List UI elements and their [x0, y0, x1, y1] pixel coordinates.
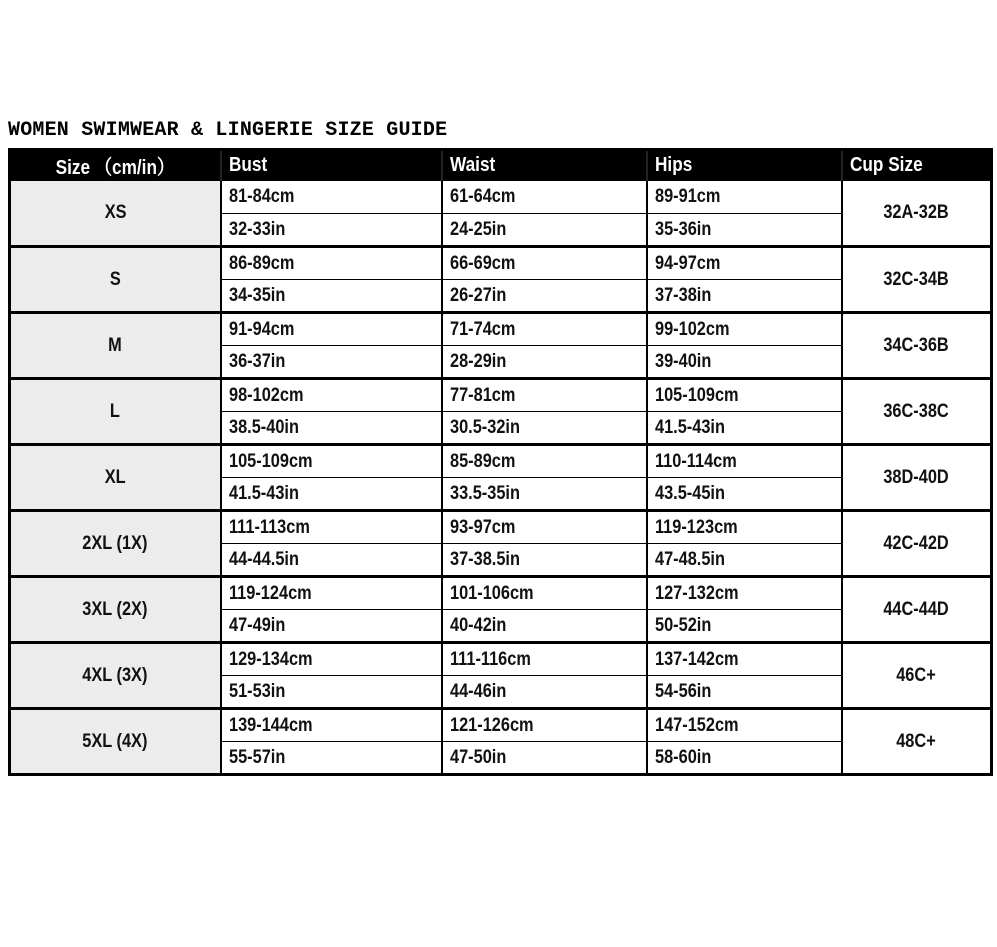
waist-cm-cell [442, 247, 647, 280]
waist-column-header [442, 150, 647, 181]
waist-in-value: 33.5-35in [449, 482, 520, 504]
size-row-cm [10, 577, 992, 610]
bust-column-header [221, 150, 442, 181]
bust-in-value: 47-49in [228, 614, 285, 636]
waist-in-value: 28-29in [449, 350, 506, 372]
cup-size-cell [842, 379, 992, 445]
hips-cm-cell [647, 445, 842, 478]
bust-in-cell [221, 544, 442, 577]
size-cell [10, 379, 221, 445]
hips-in-value: 47-48.5in [654, 548, 725, 570]
size-label: 2XL (1X) [82, 532, 148, 554]
waist-header-label: Waist [449, 154, 495, 177]
waist-cm-value: 101-106cm [449, 582, 534, 604]
cup-size-value: 34C-36B [883, 334, 949, 356]
bust-cm-value: 81-84cm [228, 185, 294, 207]
size-label: 5XL (4X) [82, 730, 148, 752]
bust-in-value: 32-33in [228, 218, 285, 240]
waist-cm-value: 66-69cm [449, 252, 515, 274]
cup-size-value: 48C+ [896, 730, 937, 752]
size-row-cm [10, 181, 992, 214]
waist-cm-cell [442, 181, 647, 214]
hips-in-cell [647, 610, 842, 643]
bust-in-value: 36-37in [228, 350, 285, 372]
waist-cm-cell [442, 445, 647, 478]
cup-size-value: 42C-42D [883, 532, 949, 554]
waist-in-value: 47-50in [449, 746, 506, 768]
size-label: 3XL (2X) [82, 598, 148, 620]
cup-size-cell [842, 511, 992, 577]
size-label: S [109, 268, 121, 290]
bust-header-label: Bust [228, 154, 267, 177]
hips-cm-cell [647, 577, 842, 610]
cup-size-value: 44C-44D [883, 598, 949, 620]
cup-size-cell [842, 577, 992, 643]
waist-cm-value: 61-64cm [449, 185, 515, 207]
hips-in-cell [647, 214, 842, 247]
waist-in-cell [442, 742, 647, 775]
hips-in-cell [647, 346, 842, 379]
hips-in-cell [647, 742, 842, 775]
waist-in-cell [442, 280, 647, 313]
hips-cm-value: 110-114cm [654, 450, 737, 472]
bust-cm-cell [221, 511, 442, 544]
waist-cm-cell [442, 709, 647, 742]
bust-in-value: 34-35in [228, 284, 285, 306]
bust-in-value: 55-57in [228, 746, 285, 768]
waist-in-cell [442, 544, 647, 577]
hips-cm-value: 89-91cm [654, 185, 720, 207]
bust-cm-value: 139-144cm [228, 714, 313, 736]
hips-cm-cell [647, 313, 842, 346]
size-cell [10, 643, 221, 709]
bust-in-cell [221, 742, 442, 775]
hips-cm-value: 94-97cm [654, 252, 720, 274]
waist-cm-cell [442, 577, 647, 610]
cup-size-cell [842, 445, 992, 511]
size-row-cm [10, 643, 992, 676]
bust-in-value: 51-53in [228, 680, 285, 702]
size-header-label: Size （cm/in） [55, 157, 175, 180]
cup-size-cell [842, 247, 992, 313]
table-header-row [10, 150, 992, 181]
size-row-cm [10, 379, 992, 412]
waist-in-value: 37-38.5in [449, 548, 520, 570]
size-row-cm [10, 313, 992, 346]
bust-in-value: 44-44.5in [228, 548, 299, 570]
bust-in-cell [221, 214, 442, 247]
hips-in-value: 58-60in [654, 746, 711, 768]
bust-in-cell [221, 280, 442, 313]
bust-in-value: 38.5-40in [228, 416, 299, 438]
hips-cm-cell [647, 379, 842, 412]
hips-cm-cell [647, 643, 842, 676]
size-cell [10, 511, 221, 577]
hips-in-cell [647, 544, 842, 577]
waist-cm-cell [442, 511, 647, 544]
hips-in-cell [647, 412, 842, 445]
waist-cm-value: 85-89cm [449, 450, 515, 472]
bust-cm-cell [221, 643, 442, 676]
size-guide-table [8, 148, 993, 776]
bust-in-cell [221, 676, 442, 709]
bust-in-cell [221, 478, 442, 511]
waist-cm-cell [442, 379, 647, 412]
waist-cm-cell [442, 313, 647, 346]
size-label: XL [104, 466, 126, 488]
hips-in-value: 50-52in [654, 614, 711, 636]
cup-size-value: 36C-38C [883, 400, 949, 422]
bust-cm-value: 129-134cm [228, 648, 313, 670]
bust-cm-value: 91-94cm [228, 318, 294, 340]
hips-cm-value: 119-123cm [654, 516, 738, 538]
hips-in-value: 41.5-43in [654, 416, 725, 438]
cup-size-cell [842, 709, 992, 775]
hips-cm-value: 105-109cm [654, 384, 739, 406]
cup-size-value: 38D-40D [883, 466, 949, 488]
waist-in-value: 44-46in [449, 680, 506, 702]
waist-cm-value: 77-81cm [449, 384, 515, 406]
cup-size-cell [842, 643, 992, 709]
cup-size-cell [842, 313, 992, 379]
cup-size-value: 46C+ [896, 664, 937, 686]
waist-cm-value: 111-116cm [449, 648, 531, 670]
waist-cm-value: 121-126cm [449, 714, 534, 736]
waist-cm-value: 93-97cm [449, 516, 515, 538]
cup-size-header-label: Cup Size [849, 154, 923, 177]
hips-in-value: 37-38in [654, 284, 711, 306]
cup-size-cell [842, 181, 992, 247]
size-cell [10, 709, 221, 775]
bust-cm-cell [221, 247, 442, 280]
waist-in-cell [442, 478, 647, 511]
waist-in-value: 26-27in [449, 284, 506, 306]
cup-size-value: 32C-34B [883, 268, 949, 290]
bust-cm-cell [221, 577, 442, 610]
hips-cm-value: 99-102cm [654, 318, 729, 340]
hips-column-header [647, 150, 842, 181]
cup-size-value: 32A-32B [883, 201, 949, 223]
bust-cm-cell [221, 445, 442, 478]
bust-in-cell [221, 412, 442, 445]
bust-in-cell [221, 610, 442, 643]
hips-in-cell [647, 280, 842, 313]
hips-cm-cell [647, 247, 842, 280]
size-cell [10, 247, 221, 313]
waist-cm-cell [442, 643, 647, 676]
hips-cm-cell [647, 511, 842, 544]
page-title: WOMEN SWIMWEAR & LINGERIE SIZE GUIDE [8, 119, 448, 142]
waist-in-cell [442, 214, 647, 247]
size-label: L [110, 400, 121, 422]
size-row-cm [10, 709, 992, 742]
size-label: M [108, 334, 123, 356]
size-cell [10, 577, 221, 643]
waist-in-value: 30.5-32in [449, 416, 520, 438]
bust-cm-cell [221, 181, 442, 214]
hips-header-label: Hips [654, 154, 692, 177]
hips-cm-value: 137-142cm [654, 648, 739, 670]
hips-in-cell [647, 676, 842, 709]
waist-cm-value: 71-74cm [449, 318, 515, 340]
hips-in-value: 54-56in [654, 680, 711, 702]
hips-cm-value: 127-132cm [654, 582, 739, 604]
waist-in-cell [442, 412, 647, 445]
size-label: 4XL (3X) [82, 664, 148, 686]
size-row-cm [10, 445, 992, 478]
hips-in-value: 39-40in [654, 350, 711, 372]
size-row-cm [10, 511, 992, 544]
bust-cm-value: 111-113cm [228, 516, 310, 538]
waist-in-value: 40-42in [449, 614, 506, 636]
size-cell [10, 445, 221, 511]
size-cell [10, 313, 221, 379]
hips-in-value: 35-36in [654, 218, 711, 240]
bust-cm-value: 98-102cm [228, 384, 303, 406]
hips-in-value: 43.5-45in [654, 482, 725, 504]
bust-cm-value: 119-124cm [228, 582, 312, 604]
bust-cm-cell [221, 709, 442, 742]
hips-cm-cell [647, 709, 842, 742]
bust-in-cell [221, 346, 442, 379]
bust-cm-cell [221, 313, 442, 346]
bust-in-value: 41.5-43in [228, 482, 299, 504]
size-label: XS [104, 201, 127, 223]
waist-in-value: 24-25in [449, 218, 506, 240]
bust-cm-value: 86-89cm [228, 252, 294, 274]
bust-cm-value: 105-109cm [228, 450, 313, 472]
bust-cm-cell [221, 379, 442, 412]
size-column-header [10, 150, 221, 181]
waist-in-cell [442, 610, 647, 643]
cup-size-column-header [842, 150, 992, 181]
hips-cm-cell [647, 181, 842, 214]
waist-in-cell [442, 676, 647, 709]
waist-in-cell [442, 346, 647, 379]
hips-in-cell [647, 478, 842, 511]
size-row-cm [10, 247, 992, 280]
size-cell [10, 181, 221, 247]
hips-cm-value: 147-152cm [654, 714, 739, 736]
